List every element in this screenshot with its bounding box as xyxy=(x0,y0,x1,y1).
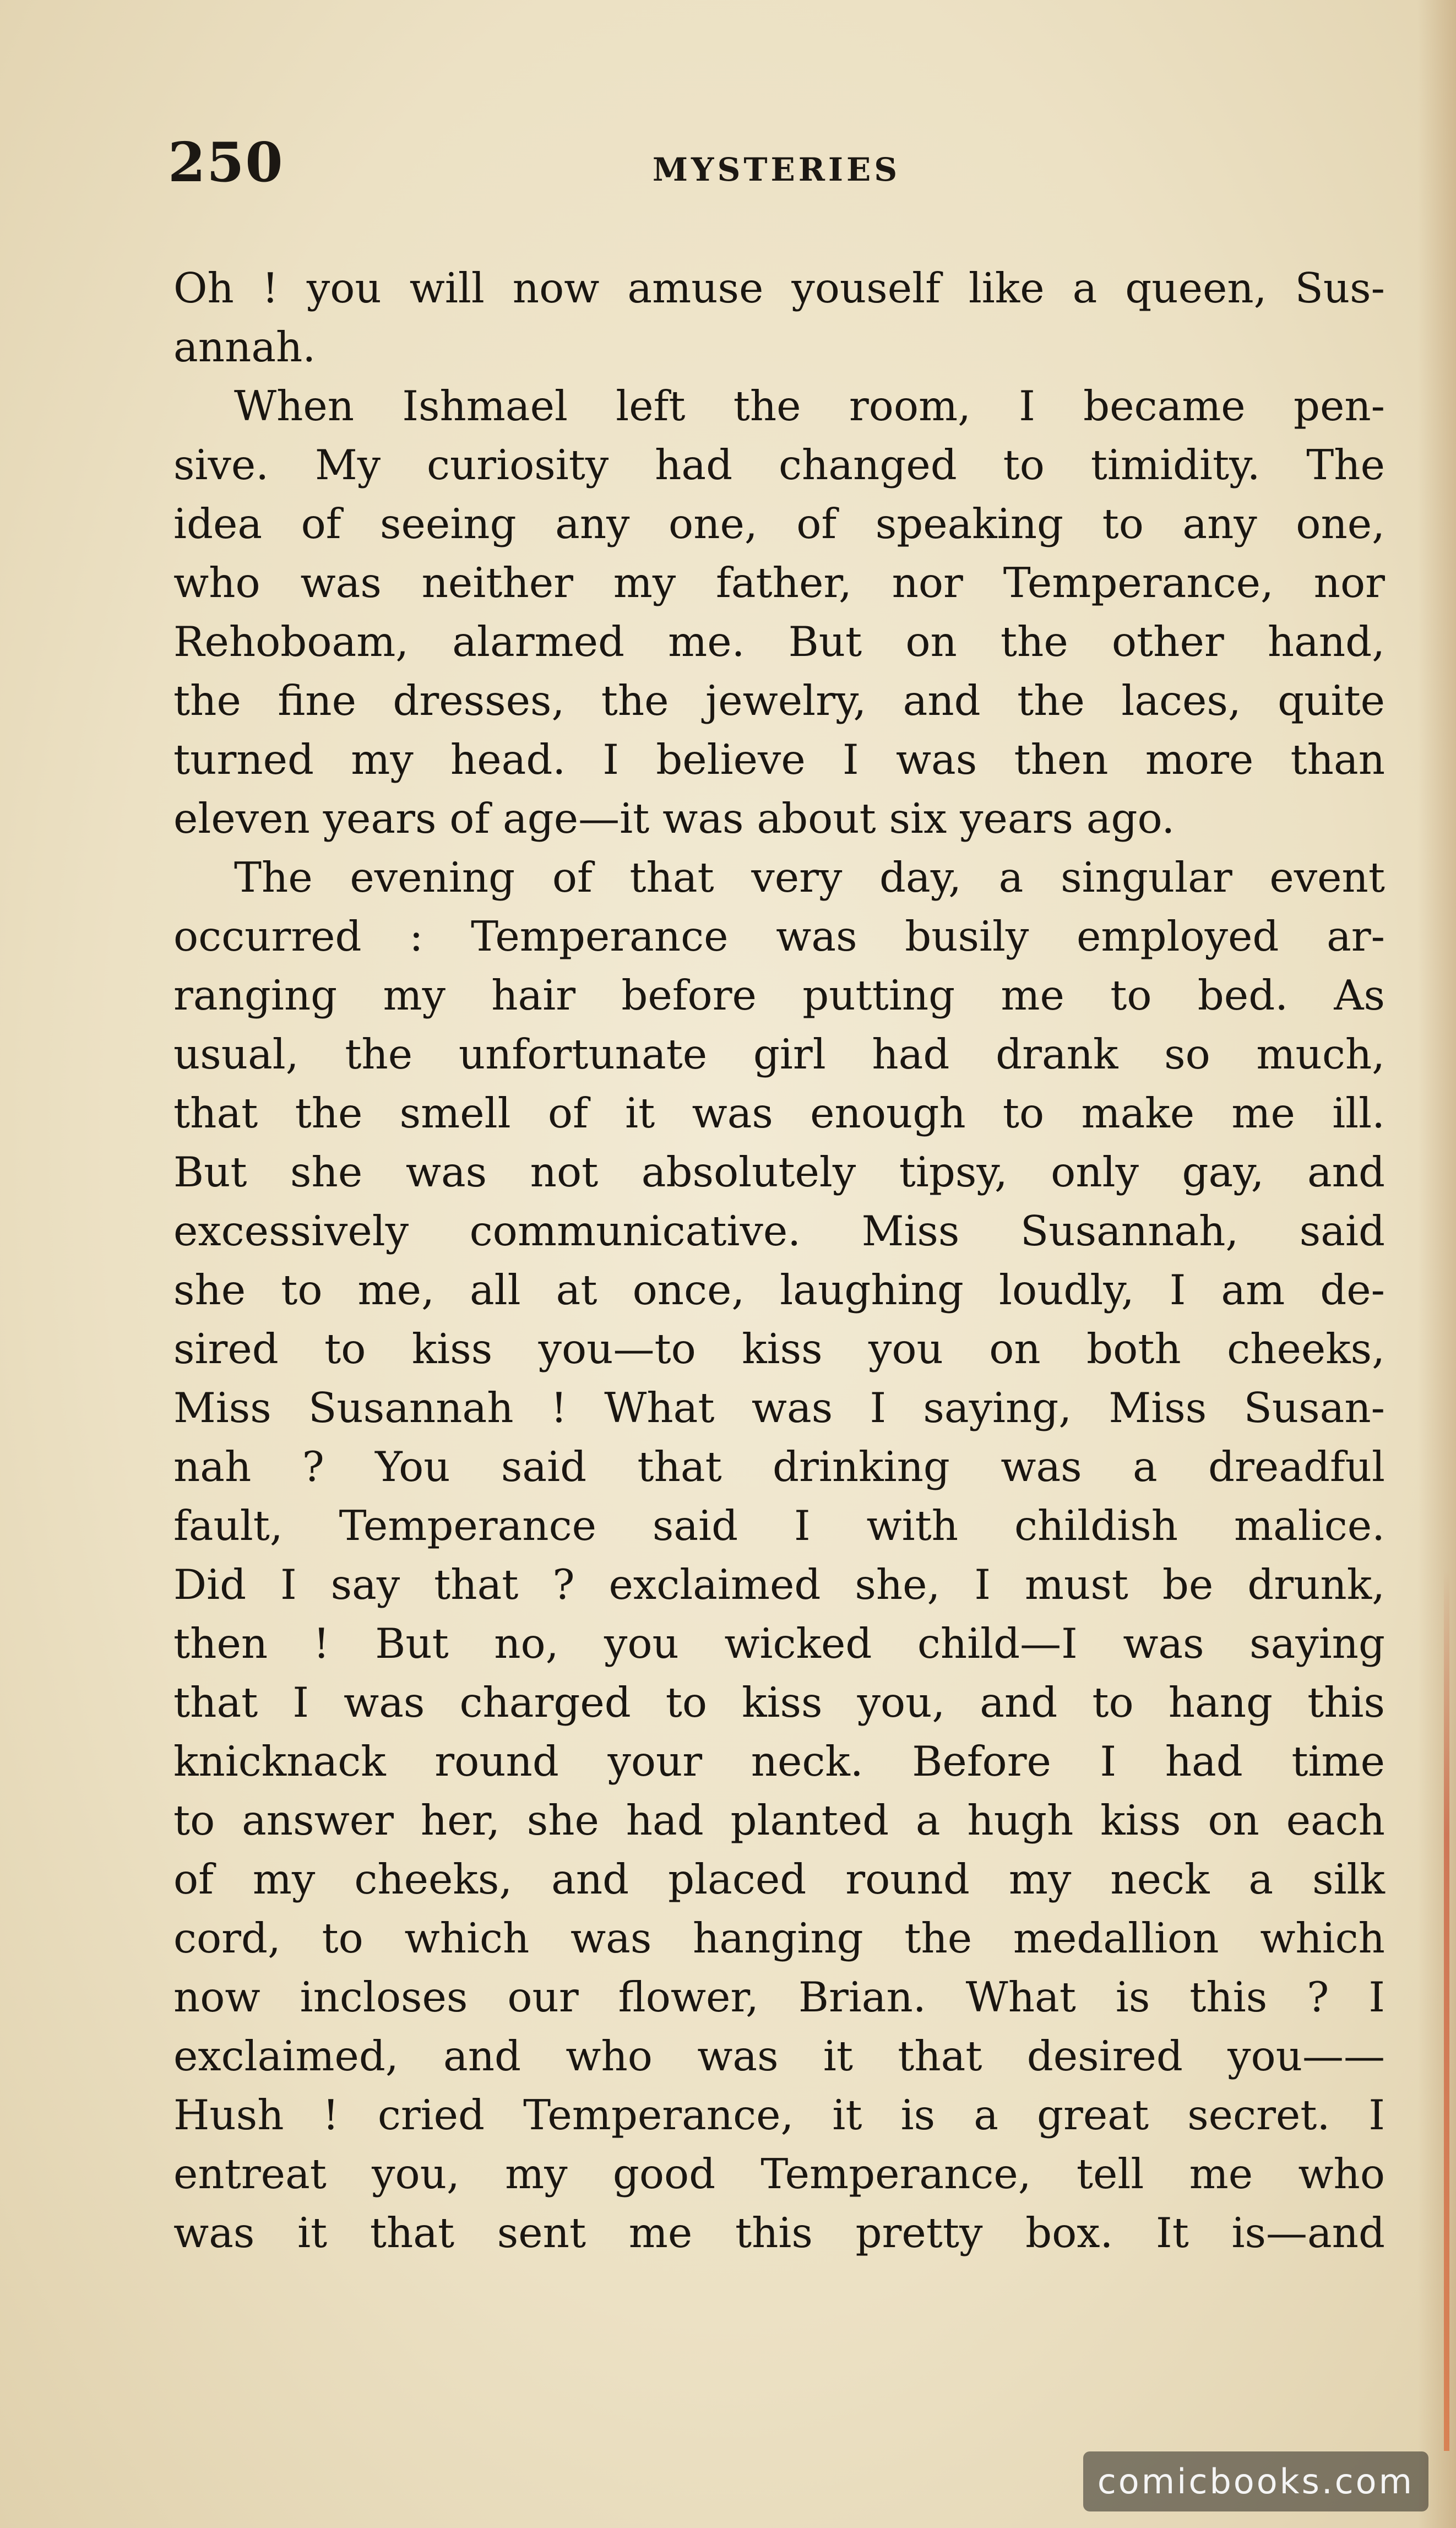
text-line: usual, the unfortunate girl had drank so much, xyxy=(173,1030,1385,1078)
text-line: nah ? You said that drinking was a dreadful xyxy=(173,1442,1385,1491)
text-line: was it that sent me this pretty box. It is—and xyxy=(173,2209,1385,2257)
text-line: sive. My curiosity had changed to timidity. The xyxy=(173,441,1385,489)
text-line: exclaimed, and who was it that desired you—— xyxy=(173,2032,1385,2080)
page-edge-shadow xyxy=(1417,0,1456,2528)
text-line: to answer her, she had planted a hugh kiss on each xyxy=(173,1796,1385,1845)
text-line: Hush ! cried Temperance, it is a great secret. I xyxy=(173,2091,1385,2139)
text-line: now incloses our flower, Brian. What is this ? I xyxy=(173,1973,1385,2021)
text-line: who was neither my father, nor Temperance, nor xyxy=(173,558,1385,607)
text-line: The evening of that very day, a singular event xyxy=(234,853,1385,902)
text-line: entreat you, my good Temperance, tell me who xyxy=(173,2150,1385,2198)
text-line: the fine dresses, the jewelry, and the laces, quite xyxy=(173,676,1385,725)
text-line: idea of seeing any one, of speaking to any one, xyxy=(173,500,1385,548)
page-edge-stain xyxy=(1444,1570,1449,2451)
page-number: 250 xyxy=(168,131,284,194)
text-line: turned my head. I believe I was then more than xyxy=(173,735,1385,784)
running-head: MYSTERIES xyxy=(652,151,901,188)
text-line: ranging my hair before putting me to bed. As xyxy=(173,971,1385,1019)
text-line: that the smell of it was enough to make me ill. xyxy=(173,1089,1385,1137)
text-line: When Ishmael left the room, I became pen- xyxy=(234,382,1385,430)
text-line: she to me, all at once, laughing loudly, I am de- xyxy=(173,1266,1385,1314)
text-line: Miss Susannah ! What was I saying, Miss Susan- xyxy=(173,1384,1385,1432)
text-line: But she was not absolutely tipsy, only gay, and xyxy=(173,1148,1385,1196)
text-line: Oh ! you will now amuse youself like a queen, Sus- xyxy=(173,264,1385,312)
text-line: of my cheeks, and placed round my neck a silk xyxy=(173,1855,1385,1903)
text-line: occurred : Temperance was busily employed ar- xyxy=(173,912,1385,961)
text-line: cord, to which was hanging the medallion which xyxy=(173,1914,1385,1962)
text-line: excessively communicative. Miss Susannah, said xyxy=(173,1207,1385,1255)
text-line: Did I say that ? exclaimed she, I must be drunk, xyxy=(173,1560,1385,1609)
text-line: that I was charged to kiss you, and to hang this xyxy=(173,1678,1385,1727)
text-line: Rehoboam, alarmed me. But on the other hand, xyxy=(173,617,1385,666)
text-line: then ! But no, you wicked child—I was saying xyxy=(173,1619,1385,1668)
body-text xyxy=(173,259,1385,2263)
text-line: fault, Temperance said I with childish malice. xyxy=(173,1501,1385,1550)
text-line: sired to kiss you—to kiss you on both cheeks, xyxy=(173,1325,1385,1373)
site-watermark: comicbooks.com xyxy=(1083,2451,1428,2511)
page-header xyxy=(168,131,1385,197)
text-line: eleven years of age—it was about six years ago. xyxy=(173,794,1175,843)
text-line: knicknack round your neck. Before I had time xyxy=(173,1737,1385,1786)
text-line: annah. xyxy=(173,323,316,371)
